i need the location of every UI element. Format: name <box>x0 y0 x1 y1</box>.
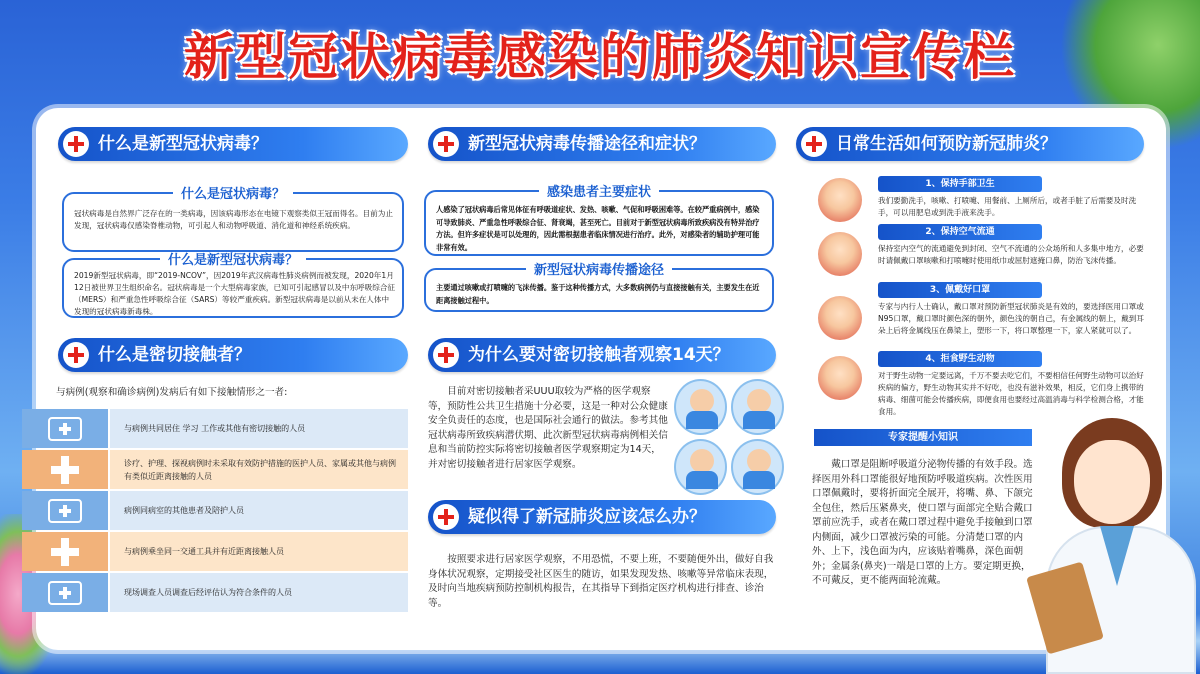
tip-label: 1、保持手部卫生 <box>878 176 1042 192</box>
doctor-illustration <box>1034 418 1200 674</box>
contact-text: 诊疗、护理、探视病例时未采取有效防护措施的医护人员、家属或其他与病例有类似近距离接触的人员 <box>124 458 396 481</box>
section-header-suspected <box>428 500 776 534</box>
section-header-transmission <box>428 127 776 161</box>
contact-row <box>22 491 408 530</box>
contacts-intro: 与病例(观察和确诊病例)发病后有如下接触情形之一者: <box>56 387 288 398</box>
box-title: 新型冠状病毒传播途径 <box>426 259 772 278</box>
section-title: 日常生活如何预防新冠肺炎？ <box>836 134 1057 154</box>
section-title: 疑似得了新冠肺炎应该怎么办？ <box>468 507 706 527</box>
info-box-symptoms <box>424 185 774 256</box>
suspected-text: 按照要求进行居家医学观察，不用恐慌，不要上班，不要随便外出，做好自我身体状况观察，定期接受社区医生的随访，如果发现发热、咳嗽等异常临床表现，及时向当地疾病预防控制机构报告，在其指导下到指定医疗机构进行排查、诊治等。 <box>428 554 774 609</box>
tip-text: 专家与内行人士确认，戴口罩对预防新型冠状肺炎是有效的，要选择医用口罩或N95口罩，戴口罩时颜色深的朝外，颜色浅的朝自己，有金属线的朝上，戴到耳朵上后将金属线压在鼻梁上，塑形一下，将口罩整理一下，家人紧就可以了。 <box>878 302 1144 335</box>
box-text: 主要通过咳嗽或打喷嚏的飞沫传播。鉴于这种传播方式，大多数病例仍与直接接触有关，主要发生在近距离接触过程中。 <box>436 283 760 305</box>
contact-text: 病例同病室的其他患者及陪护人员 <box>124 506 244 515</box>
section-title: 什么是密切接触者？ <box>98 345 251 365</box>
sneeze-illustration <box>674 439 727 495</box>
info-box-coronavirus <box>62 187 404 252</box>
medical-cross-icon <box>63 342 89 368</box>
medical-cross-icon <box>22 532 110 571</box>
box-text: 2019新型冠状病毒，即“2019-NCOV”，因2019年武汉病毒性肺炎病例而被发现，2020年1月12日被世界卫生组织命名。冠状病毒是一个大型病毒家族，已知可引起感冒以及中东呼吸综合征（MERS）和严重急性呼吸综合征（SARS）等较严重疾病。新型冠状病毒是以前从未在人体中发现的冠状病毒新毒株。 <box>74 271 396 316</box>
section-header-close-contact <box>58 338 408 372</box>
box-text: 人感染了冠状病毒后常见体征有呼吸道症状、发热、咳嗽、气促和呼吸困难等。在较严重病例中，感染可导致肺炎、严重急性呼吸综合征、肾衰竭，甚至死亡。目前对于新型冠状病毒所致疾病没有特异治疗方法。但许多症状是可以处理的，因此需根据患者临床情况进行治疗。此外，对感染者的辅助护理可能非常有效。 <box>436 205 760 252</box>
first-aid-kit-icon <box>22 491 110 530</box>
section-header-14-days <box>428 338 776 372</box>
section-title: 什么是新型冠状病毒？ <box>98 134 268 154</box>
page-title: 新型冠状病毒感染的肺炎知识宣传栏 <box>184 27 1016 86</box>
expert-tip-text: 戴口罩是阻断呼吸道分泌物传播的有效手段。选择医用外科口罩能很好地预防呼吸道疾病。次性医用口罩佩戴时，要将折面完全展开，将嘴、鼻、下颌完全包住，然后压紧鼻夹，使口罩与面部完全贴合戴口罩前应洗手，或者在戴口罩过程中避免手接触到口罩内侧面，减少口罩被污染的可能。分清楚口罩的内外、上下，浅色面为内，应该贴着嘴鼻，深色面朝外；金属条(鼻夹)一端是口罩的上方。要定期更换，不可戴反，更不能两面轮流戴。 <box>812 459 1033 586</box>
contact-row <box>22 409 408 448</box>
info-box-transmission-route <box>424 263 774 312</box>
box-title: 什么是冠状病毒？ <box>64 183 402 202</box>
medical-cross-icon <box>801 131 827 157</box>
tip-text: 我们要勤洗手，咳嗽、打喷嚏、用餐前、上厕所后，或者手脏了后需要及时洗手，可以用肥皂或到洗手液来洗手。 <box>878 196 1137 217</box>
sore-throat-illustration <box>731 439 784 495</box>
medical-cross-icon <box>433 342 459 368</box>
no-wildlife-illustration <box>818 356 862 400</box>
tip-label: 3、佩戴好口罩 <box>878 282 1042 298</box>
contact-row <box>22 450 408 489</box>
medical-cross-icon <box>63 131 89 157</box>
tip-text: 对于野生动物一定要远离，千万不要去吃它们，不要相信任何野生动物可以治好疾病的偏方，野生动物其实并不好吃，也没有滋补效果，相反，它们身上携带的病毒、细菌可能会传播疾病，即便食用也要经过高温消毒与科学检测合格，才能食用。 <box>878 371 1144 416</box>
contact-row <box>22 573 408 612</box>
contact-text: 与病例乘坐同一交通工具并有近距离接触人员 <box>124 547 284 556</box>
tip-label: 4、拒食野生动物 <box>878 351 1042 367</box>
contact-text: 与病例共同居住 学习 工作或其他有密切接触的人员 <box>124 424 306 433</box>
section-title: 新型冠状病毒传播途径和症状？ <box>468 134 706 154</box>
box-title: 什么是新型冠状病毒？ <box>64 249 402 268</box>
handwashing-illustration <box>818 178 862 222</box>
tip-text: 保持室内空气的流通避免到封闭、空气不流通的公众场所和人多集中地方，必要时请佩戴口罩咳嗽和打喷嚏时使用纸巾或屈肘遮掩口鼻，防治飞沫传播。 <box>878 244 1144 265</box>
section-header-what-is-virus <box>58 127 408 161</box>
medical-cross-icon <box>433 131 459 157</box>
info-box-new-coronavirus <box>62 253 404 318</box>
box-text: 冠状病毒是自然界广泛存在的一类病毒，因该病毒形态在电镜下观察类似王冠而得名。目前为止发现，冠状病毒仅感染脊椎动物，可引起人和动物呼吸道、消化道和神经系统疾病。 <box>74 209 393 230</box>
cough-illustration <box>674 379 727 435</box>
first-aid-kit-icon <box>22 573 110 612</box>
tip-label: 2、保持空气流通 <box>878 224 1042 240</box>
fever-illustration <box>731 379 784 435</box>
section-title: 为什么要对密切接触者观察14天？ <box>468 345 730 365</box>
mask-illustration <box>818 296 862 340</box>
expert-tip-header: 专家提醒小知识 <box>814 429 1032 446</box>
medical-cross-icon <box>433 504 459 530</box>
contact-text: 现场调查人员调查后经评估认为符合条件的人员 <box>124 588 292 597</box>
section-header-prevention <box>796 127 1144 161</box>
box-title: 感染患者主要症状 <box>426 181 772 200</box>
symptom-illustrations <box>674 379 784 495</box>
contact-row <box>22 532 408 571</box>
observation-text: 目前对密切接触者采UUU取较为严格的医学观察等，预防性公共卫生措施十分必要，这是一种对公众健康安全负责任的态度，也是国际社会通行的做法。参考其他冠状病毒所致疾病潜伏期、此次新型冠状病毒病例相关信息和当前防控实际将密切接触者医学观察期定为14天，并对密切接触者进行居家医学观察。 <box>428 386 668 470</box>
medical-cross-icon <box>22 450 110 489</box>
first-aid-kit-icon <box>22 409 110 448</box>
ventilation-illustration <box>818 232 862 276</box>
